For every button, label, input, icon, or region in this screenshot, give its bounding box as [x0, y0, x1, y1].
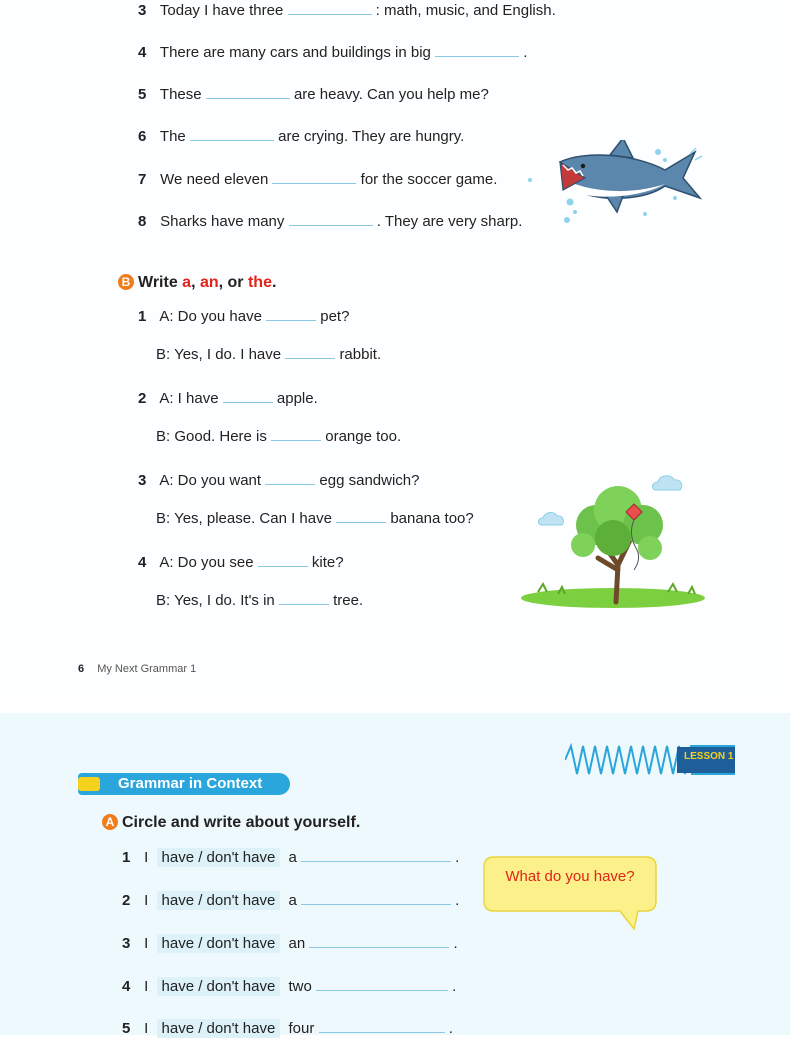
answer-blank[interactable] [435, 42, 519, 57]
item-text: These [159, 86, 202, 103]
grammar-banner [78, 773, 290, 795]
answer-blank[interactable] [288, 0, 372, 15]
exercise-b-item-1a [138, 306, 349, 325]
exercise-a2-item-4 [122, 976, 456, 996]
heading-option-an: an [199, 274, 219, 291]
heading-option-a: a [182, 274, 192, 291]
item-text: B: Yes, I do. I have [156, 346, 282, 363]
item-text: . [523, 44, 528, 61]
item-text: two [288, 978, 312, 995]
item-text: Sharks have many [160, 213, 285, 230]
item-text: are crying. They are hungry. [278, 128, 465, 145]
heading-option-the: the [247, 274, 272, 291]
exercise-a2-item-2 [122, 890, 459, 910]
item-number: 1 [122, 849, 131, 866]
item-text: : math, music, and English. [375, 2, 556, 19]
exercise-a-item-4 [138, 42, 527, 61]
item-number: 6 [138, 128, 147, 145]
item-text: tree. [333, 592, 364, 609]
item-number: 8 [138, 213, 147, 230]
item-number: 1 [138, 308, 147, 325]
exercise-b-item-2a [138, 388, 318, 407]
item-number: 5 [122, 1020, 131, 1037]
item-text: apple. [276, 390, 318, 407]
item-text: . [452, 978, 457, 995]
item-text: . [455, 849, 460, 866]
exercise-b-item-1b [156, 344, 381, 363]
item-text: I [144, 978, 149, 995]
speech-bubble-shape [480, 853, 660, 933]
lesson-number-label: LESSON 1 [684, 751, 734, 762]
book-title: My Next Grammar 1 [97, 663, 197, 675]
item-text: orange too. [325, 428, 402, 445]
item-text: Today I have three [159, 2, 284, 19]
item-text: a [288, 892, 297, 909]
exercise-b-heading [118, 274, 276, 292]
exercise-a2-heading [102, 814, 360, 832]
exercise-a2-item-1 [122, 847, 459, 867]
choice-options[interactable]: have / don't have [157, 934, 281, 953]
exercise-b-item-4a [138, 552, 344, 571]
speech-bubble-text: What do you have? [505, 868, 635, 885]
item-number: 3 [138, 472, 147, 489]
item-text: . They are very sharp. [376, 213, 523, 230]
answer-blank[interactable] [272, 169, 356, 184]
exercise-a-item-6 [138, 126, 464, 145]
item-number: 4 [122, 978, 131, 995]
item-text: B: Yes, I do. It's in [156, 592, 275, 609]
answer-blank[interactable] [279, 590, 329, 605]
choice-options[interactable]: have / don't have [157, 977, 281, 996]
answer-blank[interactable] [316, 976, 448, 991]
item-text: A: I have [159, 390, 219, 407]
shark-illustration [525, 140, 705, 230]
answer-blank[interactable] [206, 84, 290, 99]
item-number: 7 [138, 171, 147, 188]
answer-blank[interactable] [266, 306, 316, 321]
heading-text: . [271, 274, 277, 291]
item-text: A: Do you want [159, 472, 262, 489]
choice-options[interactable]: have / don't have [157, 1019, 281, 1038]
item-text: The [159, 128, 186, 145]
item-text: B: Yes, please. Can I have [156, 510, 332, 527]
item-number: 3 [122, 935, 131, 952]
answer-blank[interactable] [309, 933, 449, 948]
item-text: There are many cars and buildings in big [159, 44, 431, 61]
exercise-a2-item-5 [122, 1018, 453, 1038]
item-text: B: Good. Here is [156, 428, 267, 445]
exercise-b-item-2b [156, 426, 401, 445]
exercise-a-item-3 [138, 0, 556, 19]
answer-blank[interactable] [319, 1018, 445, 1033]
answer-blank[interactable] [289, 211, 373, 226]
answer-blank[interactable] [285, 344, 335, 359]
exercise-b-item-3a [138, 470, 419, 489]
item-text: for the soccer game. [360, 171, 498, 188]
item-number: 3 [138, 2, 147, 19]
item-text: banana too? [390, 510, 474, 527]
choice-options[interactable]: have / don't have [157, 891, 281, 910]
answer-blank[interactable] [336, 508, 386, 523]
exercise-letter-badge: A [102, 814, 118, 830]
item-text: pet? [320, 308, 350, 325]
item-number: 2 [138, 390, 147, 407]
item-text: egg sandwich? [319, 472, 420, 489]
item-number: 2 [122, 892, 131, 909]
choice-options[interactable]: have / don't have [157, 848, 281, 867]
heading-text: Write [138, 274, 183, 291]
exercise-letter-badge: B [118, 274, 134, 290]
heading-text: , or [218, 274, 248, 291]
page-number: 6 [78, 663, 85, 675]
item-text: I [144, 935, 149, 952]
item-text: . [448, 1020, 453, 1037]
answer-blank[interactable] [301, 847, 451, 862]
answer-blank[interactable] [258, 552, 308, 567]
item-text: We need eleven [160, 171, 269, 188]
exercise-b-item-3b [156, 508, 474, 527]
item-text: rabbit. [339, 346, 382, 363]
item-text: . [455, 892, 460, 909]
item-text: A: Do you see [159, 554, 254, 571]
item-text: . [453, 935, 458, 952]
item-text: I [144, 892, 149, 909]
item-text: are heavy. Can you help me? [293, 86, 489, 103]
item-text: A: Do you have [159, 308, 262, 325]
page-footer [78, 663, 196, 675]
answer-blank[interactable] [265, 470, 315, 485]
answer-blank[interactable] [190, 126, 274, 141]
heading-text: Circle and write about yourself. [122, 814, 361, 831]
exercise-a2-item-3 [122, 933, 458, 953]
item-text: I [144, 1020, 149, 1037]
heading-text: , [191, 274, 200, 291]
exercise-a-item-8 [138, 211, 522, 230]
workbook-page-7 [0, 713, 790, 1035]
tree-with-kite-illustration [518, 470, 708, 615]
answer-blank[interactable] [271, 426, 321, 441]
banner-accent-tab [78, 777, 100, 791]
item-text: I [144, 849, 149, 866]
item-number: 5 [138, 86, 147, 103]
item-number: 4 [138, 554, 147, 571]
exercise-a-item-5 [138, 84, 489, 103]
item-text: kite? [311, 554, 344, 571]
exercise-b-item-4b [156, 590, 363, 609]
banner-title: Grammar in Context [118, 775, 263, 792]
item-number: 4 [138, 44, 147, 61]
item-text: a [288, 849, 297, 866]
item-text: an [288, 935, 306, 952]
answer-blank[interactable] [301, 890, 451, 905]
answer-blank[interactable] [223, 388, 273, 403]
exercise-a-item-7 [138, 169, 497, 188]
item-text: four [288, 1020, 315, 1037]
